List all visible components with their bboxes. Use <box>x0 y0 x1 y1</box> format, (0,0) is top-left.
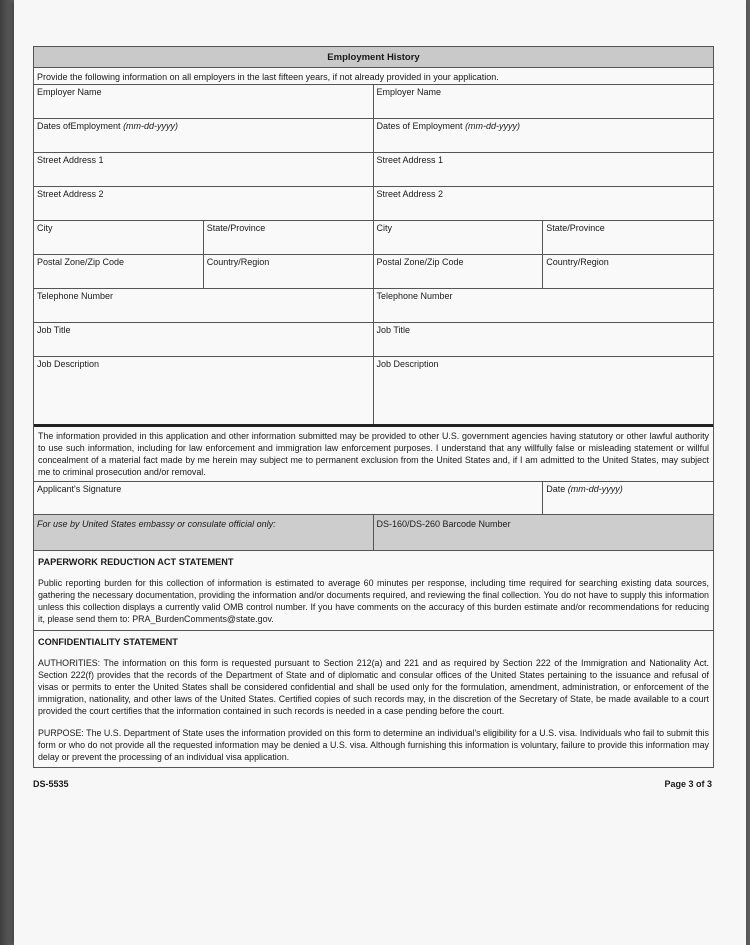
job-title-label: Job Title <box>37 325 71 335</box>
job-title-field-right[interactable] <box>374 323 714 356</box>
job-description-label: Job Description <box>37 359 100 369</box>
official-use-label: For use by United States embassy or consulate official only: <box>34 515 374 550</box>
certification-row <box>34 427 713 482</box>
job-description-field-right[interactable] <box>374 357 714 424</box>
country-field-right[interactable] <box>543 255 713 288</box>
street2-label: Street Address 2 <box>37 189 104 199</box>
form-page <box>14 0 746 945</box>
page-footer <box>33 779 712 789</box>
telephone-label: Telephone Number <box>37 291 114 301</box>
employer-name-label: Employer Name <box>376 87 442 97</box>
telephone-field-left[interactable] <box>34 289 374 322</box>
intro-text: Provide the following information on all employers in the last fifteen years, if not already provided in your application. <box>37 72 499 82</box>
postal-field-left[interactable] <box>34 255 204 288</box>
confidentiality-title: CONFIDENTIALITY STATEMENT <box>38 637 178 647</box>
section-title: Employment History <box>327 51 420 63</box>
paperwork-body: Public reporting burden for this collection of information is estimated to average 60 minutes per response, including time required for searching existing data sources, gathering the necessary documentation, providing the information and/or documents required, and reviewing the final collection. You do not have to supply this information unless this collection displays a currently valid OMB control number. If you have comments on the accuracy of this burden estimate and/or recommendations for reducing it, please send them to: PRA_BurdenComments@state.gov. <box>38 578 709 624</box>
country-field-left[interactable] <box>204 255 374 288</box>
employer-name-field-left[interactable] <box>34 85 374 118</box>
country-label: Country/Region <box>206 257 270 267</box>
job-title-field-left[interactable] <box>34 323 374 356</box>
paperwork-title: PAPERWORK REDUCTION ACT STATEMENT <box>38 557 234 567</box>
section-header <box>34 47 713 68</box>
dates-field-left[interactable] <box>34 119 374 152</box>
city-state-row <box>34 221 713 255</box>
employer-name-row <box>34 85 713 119</box>
postal-label: Postal Zone/Zip Code <box>37 257 125 267</box>
city-field-left[interactable] <box>34 221 204 254</box>
dates-label: Dates ofEmployment <box>37 121 121 131</box>
job-description-field-left[interactable] <box>34 357 374 424</box>
street2-field-left[interactable] <box>34 187 374 220</box>
authorities-text: AUTHORITIES: The information on this form is requested pursuant to Section 212(a) and 221 and as required by Section 222 of the Immigration and Nationality Act. Section 222(f) provides that the records of the Department of State and of diplomatic and consular offices of the United States pertaining to the issuance and refusal of visas or permits to enter the United States shall be considered confidential and shall be used only for the formulation, amendment, administration, or enforcement of the immigration, nationality, and other laws of the United States. Certified copies of such records may, in the discretion of the Secretary of State, be made available to a court provided the court certifies that the information contained in such records is needed in a case pending before the court. <box>38 658 709 716</box>
street1-field-right[interactable] <box>374 153 714 186</box>
job-title-label: Job Title <box>376 325 411 335</box>
dates-field-right[interactable] <box>374 119 714 152</box>
street2-label: Street Address 2 <box>376 189 444 199</box>
postal-field-right[interactable] <box>374 255 544 288</box>
scan-edge-shadow <box>0 0 14 945</box>
street2-field-right[interactable] <box>374 187 714 220</box>
employment-history-form <box>33 46 714 768</box>
street1-field-left[interactable] <box>34 153 374 186</box>
dates-label: Dates of Employment <box>376 121 463 131</box>
purpose-text: PURPOSE: The U.S. Department of State uses the information provided on this form to determine an individual's eligibility for a U.S. visa. Individuals who fail to submit this form or who do not provide all the requested information may be denied a U.S. visa. Although furnishing this information is voluntary, failure to provide this information may delay or prevent the processing of an individual visa application. <box>38 728 709 762</box>
date-format-hint: (mm-dd-yyyy) <box>465 121 521 131</box>
paperwork-section <box>34 551 713 631</box>
date-format-hint: (mm-dd-yyyy) <box>123 121 179 131</box>
state-label: State/Province <box>546 223 605 233</box>
form-number: DS-5535 <box>33 779 69 789</box>
page-number: Page 3 of 3 <box>664 779 712 789</box>
city-field-right[interactable] <box>374 221 544 254</box>
employer-name-field-right[interactable] <box>374 85 714 118</box>
state-field-left[interactable] <box>204 221 374 254</box>
date-format-hint: (mm-dd-yyyy) <box>567 484 623 494</box>
city-label: City <box>37 223 53 233</box>
street1-label: Street Address 1 <box>37 155 104 165</box>
signature-row <box>34 482 713 515</box>
employer-name-label: Employer Name <box>37 87 102 97</box>
barcode-number-label: DS-160/DS-260 Barcode Number <box>376 519 511 529</box>
telephone-field-right[interactable] <box>374 289 714 322</box>
street1-row <box>34 153 713 187</box>
street2-row <box>34 187 713 221</box>
job-title-row <box>34 323 713 357</box>
dates-row <box>34 119 713 153</box>
intro-row <box>34 68 713 85</box>
signature-field[interactable] <box>34 482 543 514</box>
job-description-label: Job Description <box>376 359 439 369</box>
street1-label: Street Address 1 <box>376 155 444 165</box>
official-use-row <box>34 515 713 551</box>
confidentiality-section <box>34 631 713 767</box>
telephone-row <box>34 289 713 323</box>
signature-date-label: Date <box>546 484 566 494</box>
postal-label: Postal Zone/Zip Code <box>376 257 464 267</box>
certification-text: The information provided in this application and other information submitted may be provided to other U.S. government agencies having statutory or other lawful authority to use such information, including for law enforcement and immigration law enforcement purposes. I understand that any willfully false or misleading statement or willful concealment of a material fact made by me herein may subject me to permanent exclusion from the United States and, if I am admitted to the United States, may subject me to criminal prosecution and/or removal. <box>38 431 709 477</box>
country-label: Country/Region <box>546 257 609 267</box>
state-field-right[interactable] <box>543 221 713 254</box>
state-label: State/Province <box>206 223 266 233</box>
postal-country-row <box>34 255 713 289</box>
signature-label: Applicant's Signature <box>37 484 122 494</box>
signature-date-field[interactable] <box>543 482 713 514</box>
job-description-row <box>34 357 713 427</box>
telephone-label: Telephone Number <box>376 291 453 301</box>
city-label: City <box>376 223 392 233</box>
